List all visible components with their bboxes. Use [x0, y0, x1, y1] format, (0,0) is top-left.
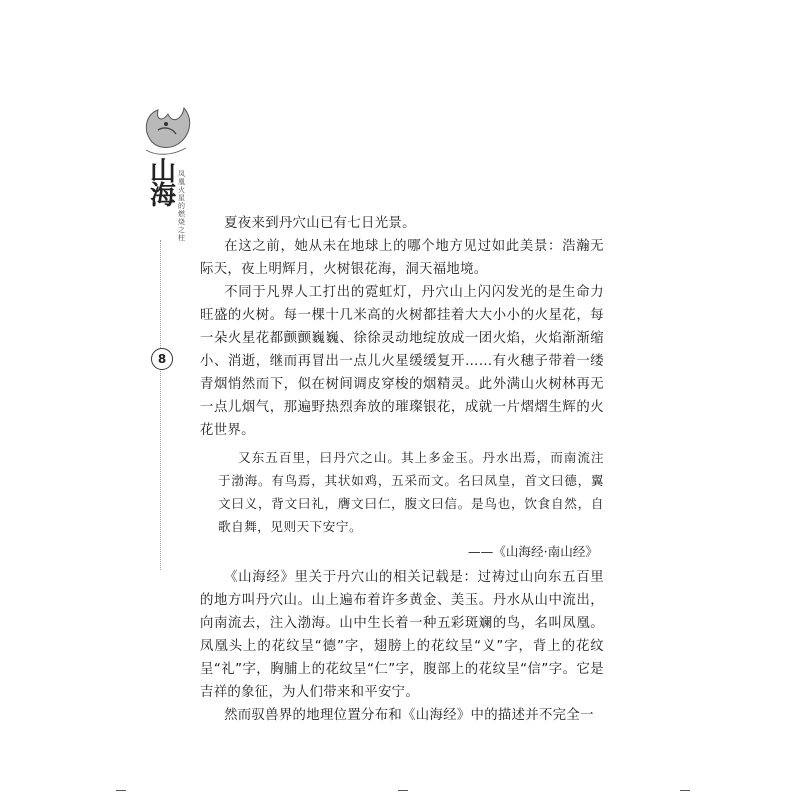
classical-quote: 又东五百里，曰丹穴之山。其上多金玉。丹水出焉，而南流注于渤海。有鸟焉，其状如鸡，五采而文。名曰凤皇，首文曰德，翼文曰义，背文曰礼，膺文曰仁，腹文曰信。是鸟也，饮食自然，自歌自舞，见则天下安宁。	[218, 450, 604, 534]
page-number-badge	[151, 348, 173, 370]
crop-marks	[0, 790, 800, 800]
paragraph: 《山海经》里关于丹穴山的相关记载是：过祷过山向东五百里的地方叫丹穴山。山上遍布着许多黄金、美玉。丹水从山中流出，向南流去，注入渤海。山中生长着一种五彩斑斓的鸟，名叫凤凰。凤凰头上的花纹呈“德”字，翅膀上的花纹呈“义”字，背上的花纹呈“礼”字，胸脯上的花纹呈“仁”字，腹部上的花纹呈“信”字。它是吉祥的象征，为人们带来和平安宁。	[200, 570, 604, 700]
crop-mark	[116, 790, 126, 801]
paragraph: 夏夜来到丹穴山已有七日光景。	[224, 216, 416, 231]
side-divider	[160, 240, 161, 570]
paragraph: 在这之前，她从未在地球上的哪个地方见过如此美景：浩瀚无际天，夜上明辉月，火树银花海，洞天福地境。	[200, 239, 604, 277]
series-title: 山海	[150, 157, 177, 211]
paragraph: 然而驭兽界的地理位置分布和《山海经》中的描述并不完全一	[224, 708, 594, 723]
page-number: 8	[157, 352, 167, 366]
series-subtitle: 凤凰火星的燃烧之柱	[178, 170, 185, 242]
paragraph: 不同于凡界人工打出的霓虹灯，丹穴山上闪闪发光的是生命力旺盛的火树。每一棵十几米高的火树都挂着大大小小的火星花，每一朵火星花都颤颤巍巍、徐徐灵动地绽放成一团火焰，火焰渐渐缩小、消逝，继而再冒出一点儿火星缓缓复开……有火穗子带着一缕青烟悄然而下，似在树间调皮穿梭的烟精灵。此外满山火树林再无一点儿烟气，那遍野热烈奔放的璀璨银花，成就一片熠熠生辉的火花世界。	[200, 285, 604, 438]
quote-source: ——《山海经·南山经》	[468, 544, 598, 559]
page-content	[200, 212, 604, 727]
crop-mark	[680, 790, 690, 801]
crop-mark	[398, 790, 408, 801]
